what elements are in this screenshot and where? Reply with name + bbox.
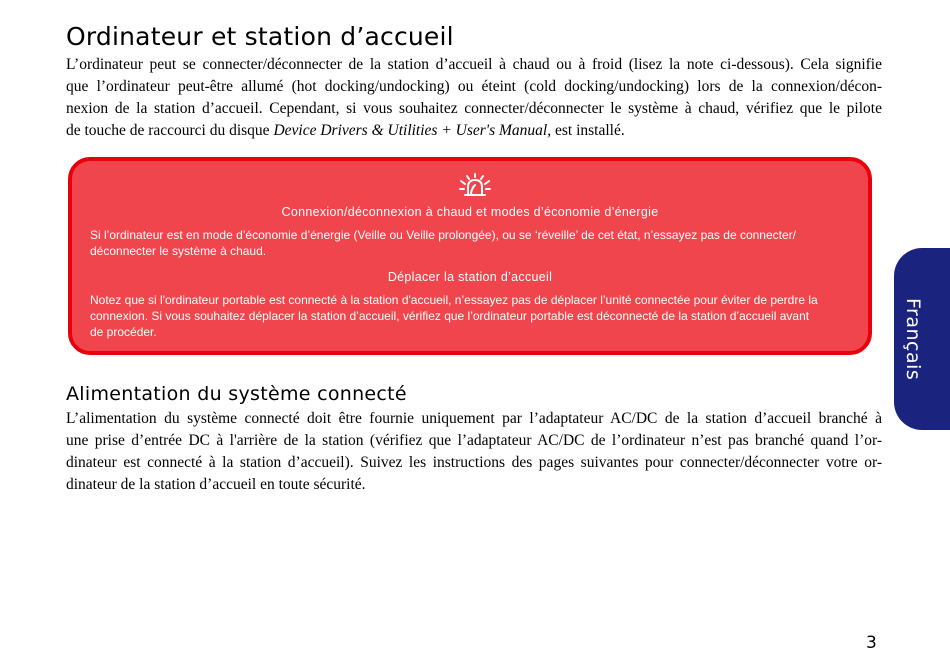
power-paragraph [66, 408, 882, 496]
power-line: dinateur est connecté à la station d’accueil). Suivez les instructions des pages suivantes pour connecter/déconnecter votre or- [66, 454, 882, 471]
intro-line: L’ordinateur peut se connecter/déconnecter de la station d’accueil à chaud ou à froid (lisez la note ci-dessous). Cela signifie [66, 56, 882, 73]
warning-heading-hot-docking: Connexion/déconnexion à chaud et modes d’économie d’énergie [281, 205, 659, 219]
intro-line: que l’ordinateur peut-être allumé (hot docking/undocking) ou éteint (cold docking/undocking) lors de la connexion/décon- [66, 78, 882, 95]
intro-text-after: , est installé. [547, 122, 625, 139]
intro-text-before: de touche de raccourci du disque [66, 122, 274, 139]
section-title-power: Alimentation du système connecté [66, 383, 407, 405]
intro-line: nexion de la station d’accueil. Cependant, si vous souhaitez connecter/déconnecter le système à chaud, vérifiez que le pilote [66, 100, 882, 117]
warning-line: Si l’ordinateur est en mode d’économie d’énergie (Veille ou Veille prolongée), ou se ‘réveille’ de cet état, n’essayez pas de connecter/ [90, 228, 796, 242]
page-title: Ordinateur et station d’accueil [66, 22, 454, 51]
power-line: dinateur de la station d’accueil en toute sécurité. [66, 476, 366, 493]
page-number: 3 [866, 633, 877, 653]
warning-line: déconnecter le système à chaud. [90, 244, 267, 258]
manual-title: Device Drivers & Utilities + User's Manual [273, 122, 548, 139]
warning-text-hot-docking [90, 227, 862, 259]
power-line: une prise d’entrée DC à l'arrière de la station (vérifiez que l’adaptateur AC/DC de l’ordinateur n’est pas branché quand l’or- [66, 432, 882, 449]
warning-note-box [68, 157, 872, 355]
intro-line [66, 120, 882, 142]
language-tab-label: Français [902, 297, 924, 381]
power-line: L’alimentation du système connecté doit être fournie uniquement par l’adaptateur AC/DC de la station d’accueil branché à [66, 410, 882, 427]
warning-line: connexion. Si vous souhaitez déplacer la station d’accueil, vérifiez que l’ordinateur portable est déconnecté de la station d’accueil avant [90, 309, 810, 323]
warning-bell-icon [458, 173, 492, 201]
warning-line: Notez que si l'ordinateur portable est connecté à la station d'accueil, n’essayez pas de déplacer l’unité connectée pour éviter de perdre la [90, 293, 818, 307]
intro-paragraph [66, 54, 882, 142]
warning-heading-move-station: Déplacer la station d’accueil [387, 270, 553, 284]
warning-text-move-station [90, 292, 862, 340]
warning-line: de procéder. [90, 325, 157, 339]
